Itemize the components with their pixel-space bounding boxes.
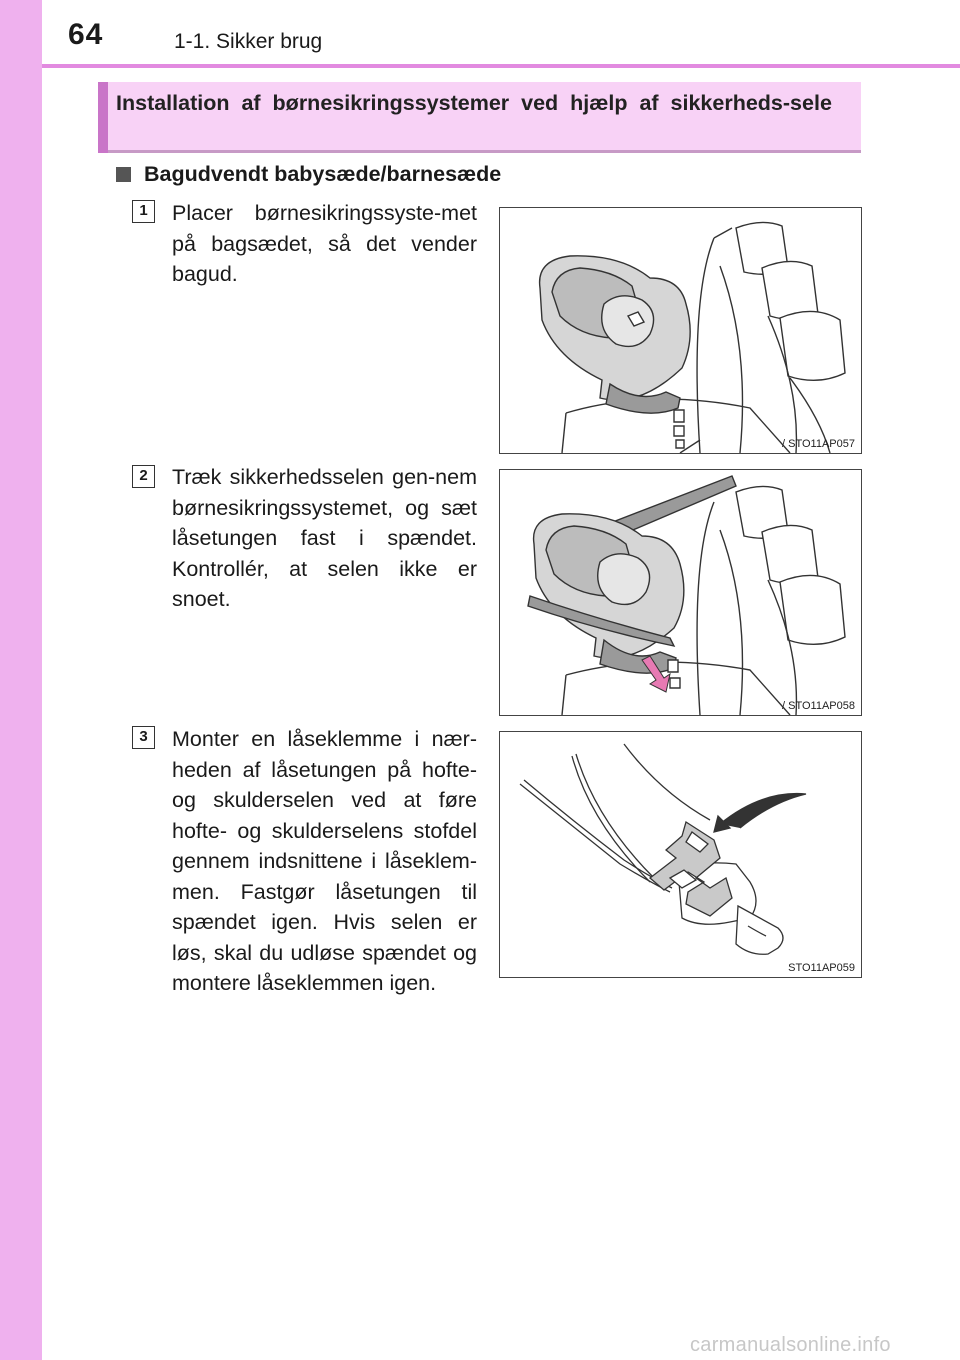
subheading bbox=[116, 162, 501, 187]
subheading-label: Bagudvendt babysæde/barnesæde bbox=[144, 162, 502, 186]
figure-code: / STO11AP057 bbox=[782, 438, 855, 450]
figure-code: STO11AP059 bbox=[788, 962, 855, 974]
figure-code: / STO11AP058 bbox=[782, 700, 855, 712]
banner-title: Installation af børnesikringssystemer ved hjælp af sikkerheds-sele bbox=[116, 91, 832, 115]
section-title: 1-1. Sikker brug bbox=[174, 30, 323, 53]
step-text-1: Placer børnesikringssyste-met på bagsædet, så det vender bagud. bbox=[172, 201, 477, 286]
watermark: carmanualsonline.info bbox=[690, 1334, 891, 1356]
figure-locking-clip bbox=[499, 731, 862, 978]
step-text-2: Træk sikkerhedsselen gen-nem børnesikringssystemet, og sæt låsetungen fast i spændet. Kontrollér, at selen ikke er snoet. bbox=[172, 465, 477, 611]
child-seat-on-rear-seat-illustration bbox=[500, 208, 861, 453]
page-number: 64 bbox=[68, 18, 104, 51]
figure-belt-routed bbox=[499, 469, 862, 716]
figure-child-seat-placed bbox=[499, 207, 862, 454]
step-text-3: Monter en låseklemme i nær-heden af låsetungen på hofte- og skulderselen ved at føre hofte- og skulderselens stofdel gennem indsnittene i låseklem-men. Fastgør låsetungen til spændet igen. Hvis selen er løs, skal du udløse spændet og montere låseklemmen igen. bbox=[172, 727, 477, 995]
square-bullet-icon bbox=[116, 167, 131, 182]
figure-code-label: STO11AP057 bbox=[788, 438, 855, 450]
banner-accent bbox=[98, 82, 108, 153]
step-number-2: 2 bbox=[132, 465, 155, 488]
header-rule bbox=[42, 64, 960, 68]
step-number-3: 3 bbox=[132, 726, 155, 749]
figure-code-label: STO11AP058 bbox=[788, 700, 855, 712]
topic-banner bbox=[98, 82, 861, 153]
step-number-1: 1 bbox=[132, 200, 155, 223]
belt-through-child-seat-illustration bbox=[500, 470, 861, 715]
side-tab-bar bbox=[0, 0, 42, 1360]
locking-clip-illustration bbox=[500, 732, 861, 977]
